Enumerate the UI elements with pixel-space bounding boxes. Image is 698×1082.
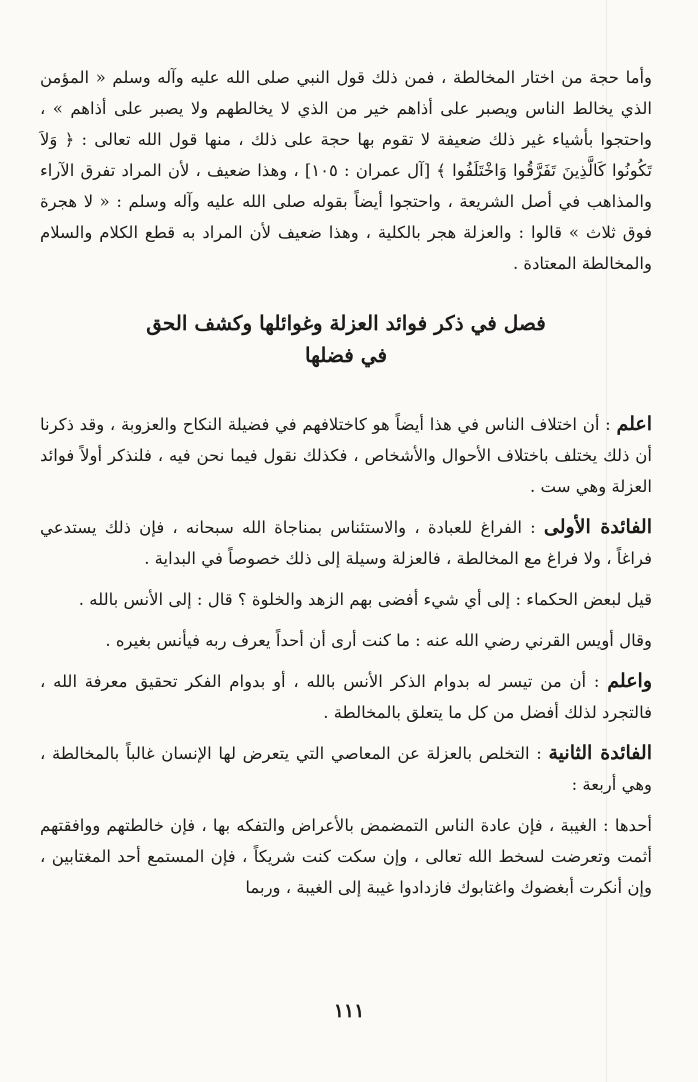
section-heading	[40, 307, 652, 371]
lead-word-know: اعلم	[616, 413, 652, 435]
paragraph-uways-saying: وقال أويس القرني رضي الله عنه : ما كنت أرى أن أحداً يعرف ربه فيأنس بغيره .	[105, 631, 652, 650]
paragraph-text: : الفراغ للعبادة ، والاستئناس بمناجاة الله سبحانه ، فإن ذلك يستدعي فراغاً ، ولا فراغ مع المخالطة ، فالعزلة وسيلة إلى ذلك خصوصاً في البداية .	[40, 518, 652, 568]
lead-word-and-know: واعلم	[607, 670, 652, 692]
paragraph-backbiting: أحدها : الغيبة ، فإن عادة الناس التمضمض بالأعراض والتفكه بها ، فإن خالطتهم ووافقتهم أثمت وتعرضت لسخط الله تعالى ، وإن سكت كنت شريكاً ، فإن المستمع أحد المغتابين ، وإن أنكرت أبغضوك واغتابوك فازدادوا غيبة إلى الغيبة ، وربما	[40, 816, 652, 897]
section-heading-line-1: فصل في ذكر فوائد العزلة وغوائلها وكشف الحق	[146, 311, 546, 335]
document-page	[40, 62, 652, 1062]
paragraph-text: : التخلص بالعزلة عن المعاصي التي يتعرض لها الإنسان غالباً بالمخالطة ، وهي أربعة :	[40, 744, 652, 794]
paragraph-first-benefit	[40, 512, 652, 574]
paragraph-second-benefit	[40, 738, 652, 800]
paragraph-text: : أن اختلاف الناس في هذا أيضاً هو كاختلافهم في فضيلة النكاح والعزوبة ، وقد ذكرنا أن ذلك يختلف باختلاف الأحوال والأشخاص ، فكذلك نقول فيما نحن فيه ، فلنذكر أولاً فوائد العزلة وهي ست .	[40, 415, 652, 496]
section-heading-line-2: في فضلها	[304, 343, 388, 367]
page-number: ١١١	[333, 1000, 365, 1022]
paragraph-know-second	[40, 666, 652, 728]
lead-second-benefit: الفائدة الثانية	[548, 742, 652, 764]
paragraph-text: : أن من تيسر له بدوام الذكر الأنس بالله ، أو بدوام الفكر تحقيق معرفة الله ، فالتجرد لذلك أفضل من كل ما يتعلق بالمخالطة .	[40, 672, 652, 722]
paragraph-know-intro	[40, 409, 652, 502]
opening-paragraph: وأما حجة من اختار المخالطة ، فمن ذلك قول النبي صلى الله عليه وآله وسلم « المؤمن الذي يخالط الناس ويصبر على أذاهم خير من الذي لا يخالطهم ولا يصبر على أذاهم » ، واحتجوا بأشياء غير ذلك ضعيفة لا تقوم بها حجة على ذلك ، منها قول الله تعالى : ﴿ وَلاَ تَكُونُوا كَالَّذِينَ تَفَرَّقُوا وَاخْتَلَفُوا ﴾ [آل عمران : ١٠٥] ، وهذا ضعيف ، لأن المراد تفرق الآراء والمذاهب في أصل الشريعة ، واحتجوا أيضاً بقوله صلى الله عليه وآله وسلم : « لا هجرة فوق ثلاث » قالوا : والعزلة هجر بالكلية ، وهذا ضعيف لأن المراد به قطع الكلام والسلام والمخالطة المعتادة .	[40, 68, 652, 273]
paragraph-wise-saying: قيل لبعض الحكماء : إلى أي شيء أفضى بهم الزهد والخلوة ؟ قال : إلى الأنس بالله .	[78, 590, 652, 609]
lead-first-benefit: الفائدة الأولى	[543, 516, 653, 538]
